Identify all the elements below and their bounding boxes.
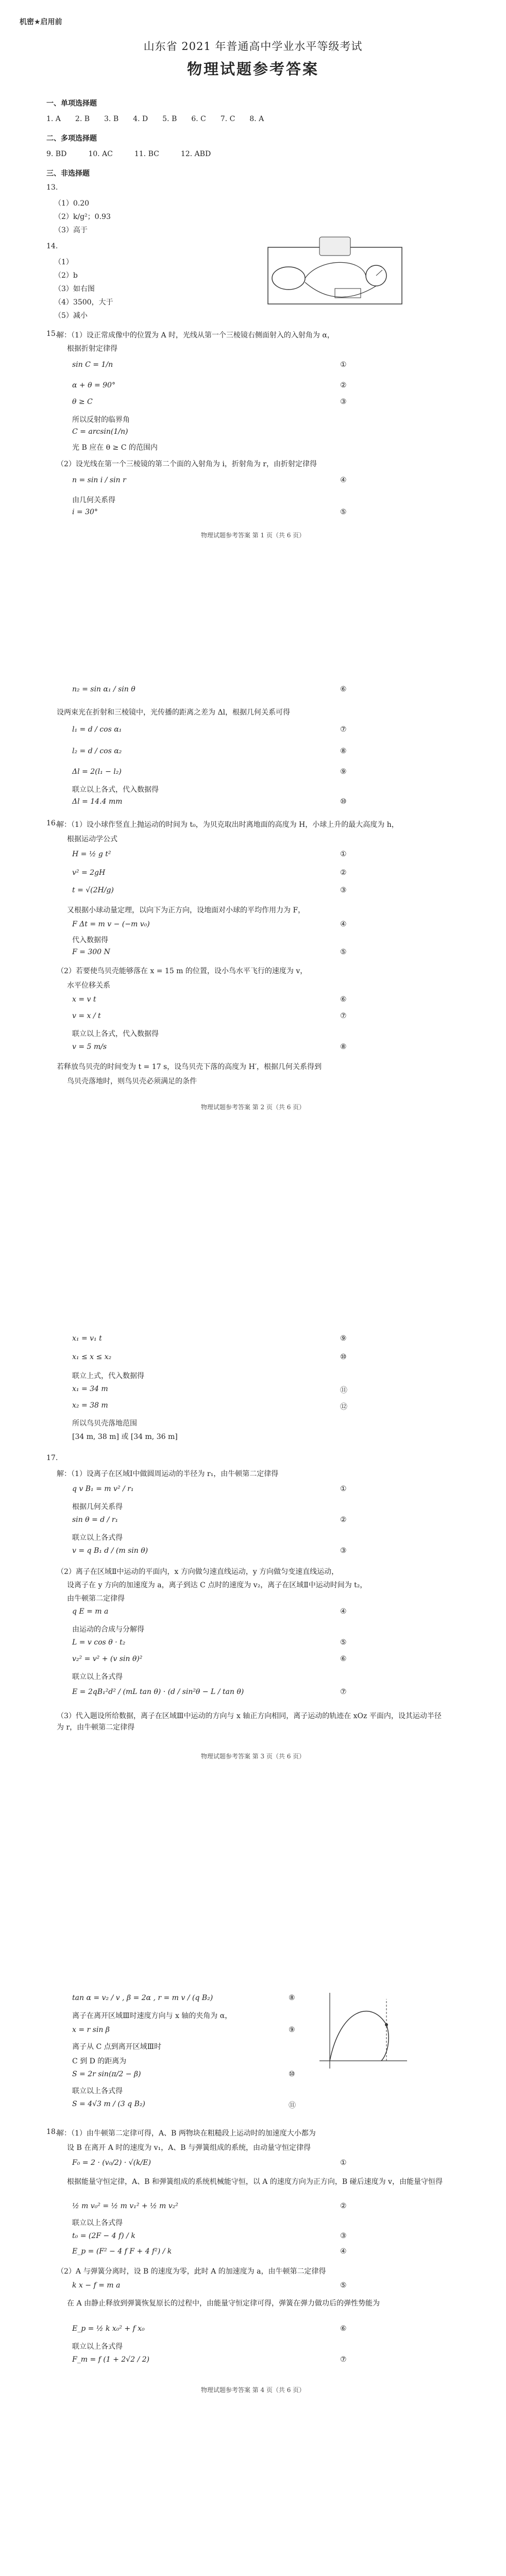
trajectory-diagram <box>309 1989 412 2071</box>
equation: n = sin i / sin r <box>72 476 126 484</box>
solution-text: 鸟贝壳落地时，则鸟贝壳必须满足的条件 <box>67 1077 197 1086</box>
page-footer: 物理试题参考答案 第 2 页（共 6 页） <box>200 1104 306 1111</box>
equation-marker: ⑪ <box>289 2102 296 2110</box>
solution-text: [34 m, 38 m] 或 [34 m, 36 m] <box>72 1433 178 1441</box>
equation-marker: ② <box>340 869 347 877</box>
solution-text: 联立上式，代入数据得 <box>72 1372 144 1380</box>
solution-text: （3）代入题设所给数据，离子在区域Ⅲ中运动的方向与 x 轴正方向相同，离子运动的轨迹在 xOz 平面内，设其运动半径为 r，由牛顿第二定律得 <box>57 1712 442 1732</box>
equation-marker: ⑨ <box>340 1334 347 1343</box>
solution-text: 根据能量守恒定律，A、B 和弹簧组成的系统机械能守恒，以 A 的速度方向为正方向，B 碰后速度为 v，由能量守恒得 <box>67 2178 443 2186</box>
solution-text: 又根据小球动量定理，以向下为正方向，设地面对小球的平均作用力为 F， <box>67 906 306 914</box>
equation-marker: ③ <box>340 398 347 406</box>
equation: v² = 2gH <box>72 869 106 877</box>
equation: q E = m a <box>72 1607 109 1616</box>
equation: Δl = 14.4 mm <box>72 798 123 806</box>
equation: n₂ = sin α₁ / sin θ <box>72 685 136 693</box>
answer-line: （5）减小 <box>54 312 88 320</box>
equation: v₂² = v² + (v sin θ)² <box>72 1655 143 1663</box>
equation: k x − f = m a <box>72 2281 121 2290</box>
equation: x₁ ≤ x ≤ x₂ <box>72 1353 112 1361</box>
equation-marker: ② <box>340 381 347 389</box>
equation: F_m = f (1 + 2√2 / 2) <box>72 2355 149 2364</box>
solution-text: （2）设光线在第一个三棱镜的第二个面的入射角为 i，折射角为 r，由折射定律得 <box>57 460 317 468</box>
equation: v = x / t <box>72 1012 101 1020</box>
equation-marker: ⑧ <box>340 1043 347 1051</box>
equation-marker: ⑩ <box>289 2070 295 2078</box>
solution-text: 解：（1）设正常成像中的位置为 A 时，光线从第一个三棱镜右侧面射入的入射角为 α， <box>57 331 334 340</box>
solution-text: 解：（1）由牛顿第二定律可得，A、B 两物块在粗糙段上运动时的加速度大小都为 <box>57 2129 316 2138</box>
equation: F₀ = 2 · (v₀/2) · √(k/E) <box>72 2159 151 2167</box>
equation: l₁ = d / cos α₁ <box>72 725 122 734</box>
equation-marker: ① <box>340 850 347 858</box>
page-footer: 物理试题参考答案 第 4 页（共 6 页） <box>200 2386 306 2394</box>
equation-marker: ⑥ <box>340 2325 347 2333</box>
equation-marker: ⑨ <box>340 768 347 776</box>
equation-marker: ① <box>340 1485 347 1493</box>
equation-marker: ⑦ <box>340 1012 347 1020</box>
equation-marker: ⑤ <box>340 1638 347 1647</box>
solution-text: 光 B 应在 θ ≥ C 的范围内 <box>72 444 158 452</box>
equation-marker: ③ <box>340 886 347 894</box>
equation-marker: ④ <box>340 1607 347 1616</box>
solution-text: 设 B 在离开 A 时的速度为 v₁，A、B 与弹簧组成的系统，由动量守恒定律得 <box>67 2144 311 2152</box>
equation-marker: ③ <box>340 2232 347 2240</box>
equation-marker: ⑤ <box>340 948 347 956</box>
equation: S = 4√3 m / (3 q B₂) <box>72 2100 145 2108</box>
answer-line: 9. BD 10. AC 11. BC 12. ABD <box>46 150 211 158</box>
solution-text: 解：（1）设小球作竖直上抛运动的时间为 t₀，为贝克取出时离地面的高度为 H，小球上升的最大高度为 h， <box>57 821 399 829</box>
equation: L = v cos θ · t₂ <box>72 1638 126 1647</box>
section-heading: 二、多项选择题 <box>46 134 97 143</box>
solution-text: 代入数据得 <box>72 936 108 944</box>
equation-marker: ⑧ <box>289 1994 295 2002</box>
solution-text: 联立以上各式，代入数据得 <box>72 786 159 794</box>
equation: sin C = 1/n <box>72 361 113 369</box>
solution-text: 设两束光在折射和三棱镜中，光传播的距离之差为 Δl，根据几何关系可得 <box>57 708 291 717</box>
answer-page-4 <box>0 1958 506 2576</box>
solution-text: 联立以上各式得 <box>72 1534 123 1542</box>
solution-text: 解：（1）设离子在区域Ⅰ中做圆周运动的半径为 r₁，由牛顿第二定律得 <box>57 1470 279 1478</box>
equation-marker: ⑧ <box>340 747 347 755</box>
answer-page-2 <box>0 670 506 1314</box>
solution-text: 在 A 由静止释放到弹簧恢复原长的过程中，由能量守恒定律可得，弹簧在弹力做功后的弹性势能为 <box>67 2299 380 2308</box>
equation-marker: ⑨ <box>289 2026 295 2034</box>
equation: t = √(2H/g) <box>72 886 114 894</box>
answer-line: （2）k/g²；0.93 <box>54 213 111 221</box>
equation-marker: ④ <box>340 920 347 928</box>
answer-line: （2）b <box>54 272 78 280</box>
equation: Δl = 2(l₁ − l₂) <box>72 768 122 776</box>
equation-marker: ② <box>340 1516 347 1524</box>
equation: x = v t <box>72 995 96 1004</box>
answer-line: （1）0.20 <box>54 199 90 208</box>
solution-text: 联立以上各式得 <box>72 2219 123 2227</box>
solution-text: 联立以上各式，代入数据得 <box>72 1030 159 1038</box>
page-footer: 物理试题参考答案 第 3 页（共 6 页） <box>200 1753 306 1760</box>
equation: F = 300 N <box>72 948 110 956</box>
equation: l₂ = d / cos α₂ <box>72 747 122 755</box>
equation-marker: ⑦ <box>340 2355 347 2364</box>
equation: S = 2r sin(π/2 − β) <box>72 2070 141 2078</box>
solution-text: 离子从 C 点到离开区域Ⅲ时 <box>72 2043 162 2051</box>
answer-line: 1. A 2. B 3. B 4. D 5. B 6. C 7. C 8. A <box>46 115 264 123</box>
equation-marker: ① <box>340 2159 347 2167</box>
equation-marker: ⑫ <box>340 1403 347 1411</box>
equation-marker: ⑤ <box>340 508 347 516</box>
answer-page-3 <box>0 1319 506 1953</box>
equation-marker: ④ <box>340 476 347 484</box>
equation-marker: ⑥ <box>340 685 347 693</box>
solution-text: 根据运动学公式 <box>67 835 117 843</box>
equation-marker: ⑦ <box>340 1688 347 1696</box>
solution-text: 联立以上各式得 <box>72 2343 123 2351</box>
equation: H = ½ g t² <box>72 850 111 858</box>
equation: v = q B₁ d / (m sin θ) <box>72 1547 148 1555</box>
answer-line: （1） <box>54 258 73 266</box>
equation: x₂ = 38 m <box>72 1401 108 1410</box>
section-heading: 三、非选择题 <box>46 170 90 178</box>
equation: tan α = v₂ / v , β = 2α , r = m v / (q B₂) <box>72 1994 213 2002</box>
solution-text: 根据几何关系得 <box>72 1503 123 1511</box>
solution-text: 水平位移关系 <box>67 981 110 990</box>
equation: q v B₁ = m v² / r₁ <box>72 1485 134 1493</box>
equation-marker: ③ <box>340 1547 347 1555</box>
secret-mark: 机密★启用前 <box>20 18 62 26</box>
solution-text: 由几何关系得 <box>72 496 115 504</box>
answer-line: （4）3500，大于 <box>54 298 113 307</box>
equation-marker: ② <box>340 2202 347 2210</box>
section-heading: 一、单项选择题 <box>46 99 97 108</box>
question-number: 14. <box>46 242 58 250</box>
solution-text: 设离子在 y 方向的加速度为 a，离子到达 C 点时的速度为 v₂，离子在区域Ⅱ中运动时间为 t₂， <box>67 1581 367 1589</box>
equation-marker: ⑩ <box>340 1353 347 1361</box>
equation: sin θ = d / r₁ <box>72 1516 119 1524</box>
solution-text: （2）若要使鸟贝壳能够落在 x = 15 m 的位置，设小鸟水平飞行的速度为 v， <box>57 967 308 975</box>
question-number: 15. <box>46 330 58 338</box>
equation: α + θ = 90° <box>72 381 115 389</box>
equation: x₁ = v₁ t <box>72 1334 102 1343</box>
equation-marker: ⑤ <box>340 2281 347 2290</box>
solution-text: 所以鸟贝壳落地范围 <box>72 1419 137 1428</box>
equation-marker: ① <box>340 361 347 369</box>
equation: E_p = (F² − 4 f F + 4 f²) / k <box>72 2247 172 2256</box>
solution-text: 联立以上各式得 <box>72 2087 123 2095</box>
solution-text: 由运动的合成与分解得 <box>72 1625 144 1634</box>
equation: i = 30° <box>72 508 98 516</box>
equation: E = 2qB₁²d² / (mL tan θ) · (d / sin²θ − L / tan θ) <box>72 1688 244 1696</box>
equation: E_p = ½ k x₀² + f x₀ <box>72 2325 145 2333</box>
solution-text: 联立以上各式得 <box>72 1673 123 1681</box>
solution-text: （2）A 与弹簧分离时，设 B 的速度为零，此时 A 的加速度为 a，由牛顿第二定律得 <box>57 2267 326 2276</box>
answer-page-1 <box>0 0 506 665</box>
question-number: 13. <box>46 183 58 192</box>
solution-text: 所以反射的临界角 <box>72 416 130 424</box>
equation-marker: ⑦ <box>340 725 347 734</box>
solution-text: 若释放鸟贝壳的时间变为 t = 17 s，设鸟贝壳下落的高度为 H′，根据几何关系得到 <box>57 1063 322 1071</box>
answer-line: （3）高于 <box>54 226 88 234</box>
equation: x = r sin β <box>72 2026 110 2034</box>
solution-text: 由牛顿第二定律得 <box>67 1595 125 1603</box>
equation: θ ≥ C <box>72 398 93 406</box>
equation: F Δt = m v − (−m v₀) <box>72 920 150 928</box>
answer-line: （3）如右图 <box>54 285 95 293</box>
solution-text: C 到 D 的距离为 <box>72 2057 127 2065</box>
question-number: 16. <box>46 819 58 827</box>
equation: C = arcsin(1/n) <box>72 428 128 436</box>
question-number: 18. <box>46 2128 58 2136</box>
equation-marker: ⑩ <box>340 798 347 806</box>
question-number: 17. <box>46 1454 58 1462</box>
equation-marker: ⑥ <box>340 1655 347 1663</box>
equation: t₀ = (2F − 4 f) / k <box>72 2232 136 2240</box>
exam-title: 山东省 2021 年普通高中学业水平等级考试 <box>143 40 363 53</box>
equation: x₁ = 34 m <box>72 1385 108 1393</box>
solution-text: （2）离子在区域Ⅱ中运动的平面内，x 方向做匀速直线运动，y 方向做匀变速直线运动， <box>57 1568 339 1576</box>
solution-text: 离子在离开区域Ⅲ时速度方向与 x 轴的夹角为 α， <box>72 2012 232 2020</box>
solution-text: 根据折射定律得 <box>67 345 117 353</box>
equation-marker: ④ <box>340 2247 347 2256</box>
doc-title: 物理试题参考答案 <box>187 60 319 78</box>
circuit-diagram <box>258 227 412 314</box>
equation-marker: ⑥ <box>340 995 347 1004</box>
equation: v = 5 m/s <box>72 1043 107 1051</box>
equation-marker: ⑪ <box>340 1386 347 1395</box>
page-footer: 物理试题参考答案 第 1 页（共 6 页） <box>200 532 306 539</box>
equation: ½ m v₀² = ½ m v₁² + ½ m v₂² <box>72 2202 178 2210</box>
